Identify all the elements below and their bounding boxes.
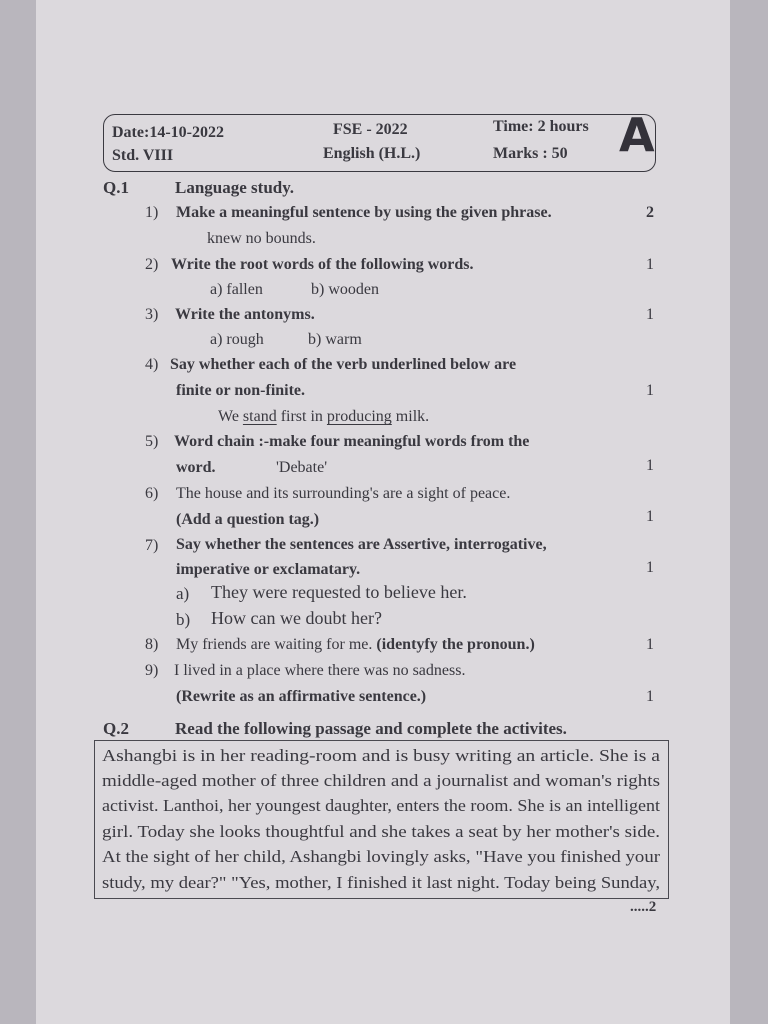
exam-time: Time: 2 hours — [493, 118, 589, 135]
q1-item-7-marks: 1 — [646, 559, 654, 576]
underlined-verb-stand: stand — [242, 408, 277, 425]
q1-item-5-number: 5) — [145, 433, 159, 450]
q1-item-7-sentence-a: They were requested to believe her. — [211, 582, 467, 602]
q1-item-6-marks: 1 — [646, 508, 654, 525]
q1-item-4-sentence — [218, 408, 429, 426]
q1-item-7-label-a: a) — [176, 584, 190, 603]
q1-item-4-text-line2: finite or non-finite. — [176, 382, 306, 399]
q1-title: Language study. — [175, 178, 295, 197]
passage-line: girl. Today she looks thoughtful and she takes a seat by her mother's side. — [102, 822, 660, 841]
exam-subject: English (H.L.) — [323, 145, 421, 162]
q1-item-5-marks: 1 — [646, 457, 654, 474]
question-set-letter: A — [619, 108, 655, 162]
q1-item-1-marks: 2 — [646, 204, 654, 221]
q1-item-5-text: Word chain :-make four meaningful words from the — [174, 433, 530, 450]
q1-item-3-text: Write the antonyms. — [175, 306, 315, 323]
q1-item-6-number: 6) — [145, 485, 159, 502]
passage-line: activist. Lanthoi, her youngest daughter, enters the room. She is an intelligent — [102, 796, 660, 815]
q1-item-8-instruction: (identyfy the pronoun.) — [376, 636, 535, 653]
passage-line: Ashangbi is in her reading-room and is busy writing an article. She is a — [102, 746, 660, 765]
q1-item-4-marks: 1 — [646, 382, 654, 399]
q1-item-7-number: 7) — [145, 537, 159, 554]
q1-item-9-number: 9) — [145, 662, 159, 679]
q2-number: Q.2 — [103, 719, 129, 738]
q1-item-8-sentence: My friends are waiting for me. — [176, 636, 373, 653]
exam-standard: Std. VIII — [112, 147, 174, 164]
page-continuation: .....2 — [630, 899, 657, 915]
q1-item-2-option-a: a) fallen — [210, 281, 263, 298]
exam-marks: Marks : 50 — [493, 145, 568, 162]
passage-line: middle-aged mother of three children and a journalist and woman's rights — [102, 771, 660, 790]
q1-item-9-text-line2: (Rewrite as an affirmative sentence.) — [176, 688, 427, 705]
sentence-word: milk. — [395, 408, 430, 425]
q1-item-3-marks: 1 — [646, 306, 654, 323]
q1-item-8-text — [176, 636, 535, 654]
q1-item-8-marks: 1 — [646, 636, 654, 653]
q1-item-1-text: Make a meaningful sentence by using the given phrase. — [176, 204, 552, 221]
q1-item-7-text-line2: imperative or exclamatary. — [176, 561, 361, 578]
q1-item-4-text: Say whether each of the verb underlined below are — [170, 356, 517, 373]
passage-line: At the sight of her child, Ashangbi lovingly asks, "Have you finished your — [102, 847, 660, 866]
sentence-word: first in — [280, 408, 323, 425]
q1-item-9-marks: 1 — [646, 688, 654, 705]
q1-item-3-number: 3) — [145, 306, 159, 323]
q1-item-2-number: 2) — [145, 256, 159, 273]
q1-item-7-label-b: b) — [176, 610, 191, 629]
q1-item-2-text: Write the root words of the following words. — [171, 256, 474, 273]
q1-item-2-marks: 1 — [646, 256, 654, 273]
q1-item-2-option-b: b) wooden — [311, 281, 379, 298]
sentence-word: We — [218, 408, 239, 425]
q1-item-6-text-line2: (Add a question tag.) — [176, 511, 320, 528]
q1-item-1-number: 1) — [145, 204, 159, 221]
passage-line: study, my dear?" "Yes, mother, I finished it last night. Today being Sunday, — [102, 873, 660, 892]
underlined-verb-producing: producing — [326, 408, 392, 425]
q2-title: Read the following passage and complete the activites. — [175, 719, 567, 738]
q1-item-3-option-b: b) warm — [308, 331, 362, 348]
exam-title: FSE - 2022 — [333, 121, 408, 138]
q1-item-1-phrase: knew no bounds. — [207, 230, 316, 247]
exam-date: Date:14-10-2022 — [112, 124, 224, 141]
q1-item-9-text: I lived in a place where there was no sadness. — [174, 662, 466, 679]
q1-number: Q.1 — [103, 178, 129, 197]
q1-item-6-text: The house and its surrounding's are a sight of peace. — [176, 485, 511, 502]
q1-item-7-sentence-b: How can we doubt her? — [211, 608, 382, 628]
q1-item-5-word: 'Debate' — [276, 459, 328, 476]
q1-item-8-number: 8) — [145, 636, 159, 653]
q1-item-3-option-a: a) rough — [210, 331, 264, 348]
q1-item-5-text-line2: word. — [176, 459, 216, 476]
q1-item-4-number: 4) — [145, 356, 159, 373]
q1-item-7-text: Say whether the sentences are Assertive, interrogative, — [176, 536, 547, 553]
